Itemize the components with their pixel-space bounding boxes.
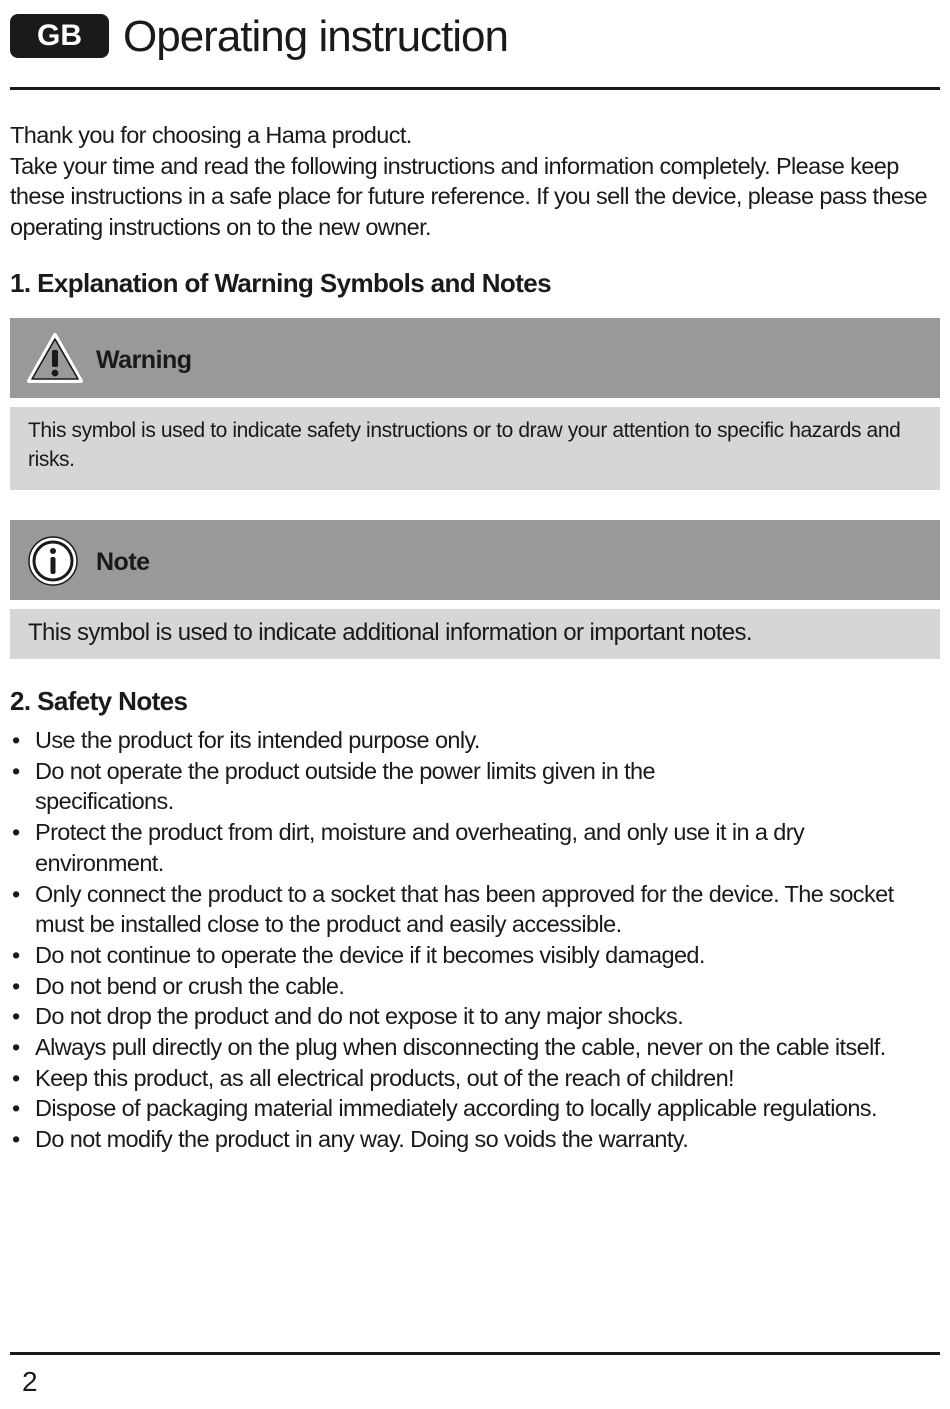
list-item xyxy=(10,1124,940,1155)
list-item xyxy=(10,971,940,1002)
page-number: 2 xyxy=(22,1366,38,1397)
list-item-text: Do not modify the product in any way. Doing so voids the warranty. xyxy=(35,1126,689,1153)
list-item-text: Do not bend or crush the cable. xyxy=(35,972,345,999)
note-title: Note xyxy=(96,548,150,576)
bullet: • xyxy=(12,757,20,784)
list-item-text: Keep this product, as all electrical products, out of the reach of children! xyxy=(35,1064,734,1091)
list-item-text: Do not continue to operate the device if it becomes visibly damaged. xyxy=(35,941,705,968)
page-header xyxy=(10,12,940,72)
bullet: • xyxy=(12,880,20,907)
intro-text xyxy=(10,120,940,243)
note-box-header xyxy=(10,520,940,600)
intro-line-thanks: Thank you for choosing a Hama product. xyxy=(10,122,412,148)
warning-box-header xyxy=(10,318,940,398)
list-item-text: Only connect the product to a socket that has been approved for the device. The socket must be installed close to the product and easily accessible. xyxy=(35,880,894,938)
list-item xyxy=(10,1001,940,1032)
info-circle-icon xyxy=(26,534,80,593)
page-title: Operating instruction xyxy=(123,12,508,61)
list-item xyxy=(10,879,940,940)
bullet: • xyxy=(12,727,20,753)
section-heading-warning-symbols: 1. Explanation of Warning Symbols and Notes xyxy=(10,268,551,298)
list-item-text: Dispose of packaging material immediately according to locally applicable regulations. xyxy=(35,1095,877,1122)
list-item-text: Always pull directly on the plug when disconnecting the cable, never on the cable itself. xyxy=(35,1034,886,1061)
note-box-body xyxy=(10,609,940,659)
warning-box-body xyxy=(10,407,940,490)
list-item xyxy=(10,725,940,756)
header-divider xyxy=(10,87,940,90)
note-description: This symbol is used to indicate additional information or important notes. xyxy=(28,619,752,646)
list-item-text: Use the product for its intended purpose only. xyxy=(35,727,480,753)
bullet: • xyxy=(12,972,20,999)
list-item-text: Protect the product from dirt, moisture and overheating, and only use it in a dry environment. xyxy=(35,819,805,876)
bullet: • xyxy=(12,1126,20,1153)
footer-divider xyxy=(10,1352,940,1355)
list-item xyxy=(10,817,865,878)
list-item-text: Do not drop the product and do not expose it to any major shocks. xyxy=(35,1003,684,1030)
intro-line-instructions: Take your time and read the following instructions and information completely. Please keep these instructions in a safe place for future reference. If you sell the device, please pass these operating instructions on to the new owner. xyxy=(10,152,928,241)
list-item xyxy=(10,1093,940,1124)
bullet: • xyxy=(12,1003,20,1030)
warning-description: This symbol is used to indicate safety instructions or to draw your attention to specific hazards and risks. xyxy=(28,419,901,471)
bullet: • xyxy=(12,941,20,968)
bullet: • xyxy=(12,1095,20,1122)
list-item xyxy=(10,1032,940,1063)
safety-notes-list xyxy=(10,725,940,1155)
bullet: • xyxy=(12,819,20,846)
list-item-text: Do not operate the product outside the power limits given in the specifications. xyxy=(35,757,655,815)
bullet: • xyxy=(12,1034,20,1061)
bullet: • xyxy=(12,1064,20,1091)
language-badge: GB xyxy=(10,14,109,58)
warning-title: Warning xyxy=(96,346,192,374)
section-heading-safety-notes: 2. Safety Notes xyxy=(10,686,188,716)
list-item xyxy=(10,1063,940,1094)
warning-triangle-icon xyxy=(26,332,84,389)
list-item xyxy=(10,756,715,817)
list-item xyxy=(10,940,940,971)
